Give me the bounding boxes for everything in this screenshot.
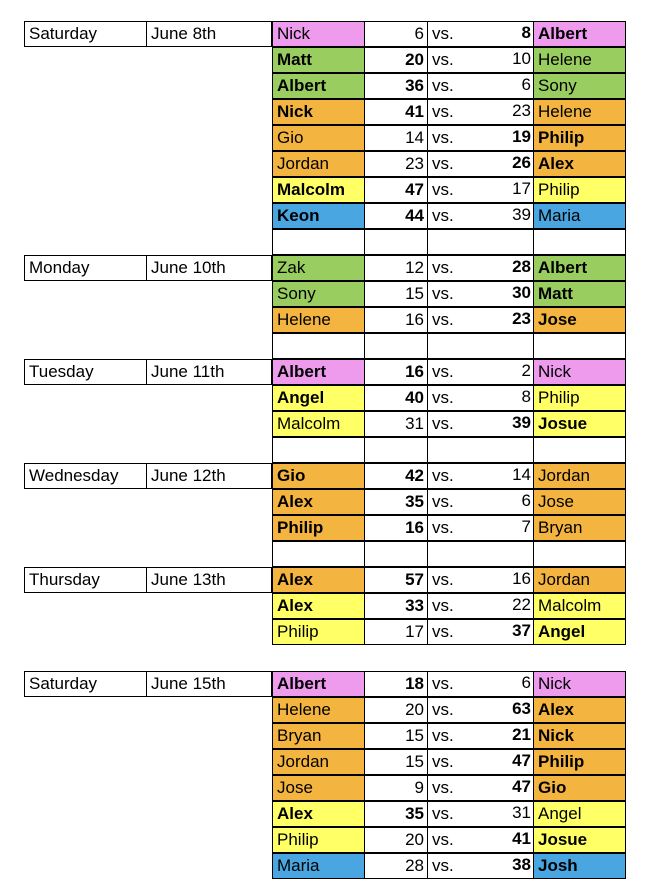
player-1-name: Nick xyxy=(272,99,365,125)
player-1-name: Angel xyxy=(272,385,365,411)
player-2-score: 10 xyxy=(512,49,531,68)
player-1-score: 47 xyxy=(364,177,428,203)
player-1-name: Philip xyxy=(272,515,365,541)
player-1-name: Gio xyxy=(272,463,365,489)
player-2-score: 39 xyxy=(512,205,531,224)
player-2-name: Angel xyxy=(533,619,626,645)
player-1-name: Nick xyxy=(272,21,365,47)
player-2-name: Nick xyxy=(533,723,626,749)
vs-label: vs. xyxy=(427,151,534,177)
vs-label: vs. xyxy=(427,671,534,697)
player-1-name: Matt xyxy=(272,47,365,73)
player-1-score: 15 xyxy=(364,281,428,307)
vs-label: vs. xyxy=(427,723,534,749)
player-1-score: 20 xyxy=(364,827,428,853)
blank-cell xyxy=(427,229,534,255)
vs-label: vs. xyxy=(427,593,534,619)
day-label: Saturday xyxy=(24,21,147,47)
player-2-score: 7 xyxy=(521,517,531,536)
player-2-name: Malcolm xyxy=(533,593,626,619)
player-2-score: 8 xyxy=(521,23,531,42)
player-1-name: Alex xyxy=(272,593,365,619)
vs-label: vs. xyxy=(427,307,534,333)
vs-label: vs. xyxy=(427,125,534,151)
player-1-score: 20 xyxy=(364,697,428,723)
player-2-score: 39 xyxy=(512,413,531,432)
player-2-name: Gio xyxy=(533,775,626,801)
player-1-name: Malcolm xyxy=(272,411,365,437)
player-2-score: 23 xyxy=(512,309,531,328)
player-1-score: 16 xyxy=(364,307,428,333)
player-2-name: Helene xyxy=(533,99,626,125)
player-1-score: 9 xyxy=(364,775,428,801)
player-2-score: 47 xyxy=(512,751,531,770)
player-2-name: Philip xyxy=(533,385,626,411)
vs-label: vs. xyxy=(427,463,534,489)
vs-label: vs. xyxy=(427,515,534,541)
player-2-name: Jordan xyxy=(533,567,626,593)
date-label: June 12th xyxy=(146,463,272,489)
player-2-score: 21 xyxy=(512,725,531,744)
player-1-score: 14 xyxy=(364,125,428,151)
player-2-name: Albert xyxy=(533,255,626,281)
player-1-score: 18 xyxy=(364,671,428,697)
player-1-score: 41 xyxy=(364,99,428,125)
player-2-score: 28 xyxy=(512,257,531,276)
player-2-name: Nick xyxy=(533,671,626,697)
date-label: June 8th xyxy=(146,21,272,47)
player-2-score: 6 xyxy=(521,673,531,692)
player-1-score: 35 xyxy=(364,489,428,515)
player-1-name: Alex xyxy=(272,801,365,827)
vs-label: vs. xyxy=(427,281,534,307)
day-label: Monday xyxy=(24,255,147,281)
player-2-name: Jordan xyxy=(533,463,626,489)
player-2-score: 8 xyxy=(521,387,531,406)
vs-label: vs. xyxy=(427,359,534,385)
vs-label: vs. xyxy=(427,73,534,99)
player-2-name: Bryan xyxy=(533,515,626,541)
player-1-score: 16 xyxy=(364,515,428,541)
player-1-score: 33 xyxy=(364,593,428,619)
player-2-name: Angel xyxy=(533,801,626,827)
date-label: June 13th xyxy=(146,567,272,593)
player-2-name: Jose xyxy=(533,307,626,333)
vs-label: vs. xyxy=(427,255,534,281)
date-label: June 10th xyxy=(146,255,272,281)
player-1-name: Maria xyxy=(272,853,365,879)
day-label: Wednesday xyxy=(24,463,147,489)
vs-label: vs. xyxy=(427,827,534,853)
player-1-score: 57 xyxy=(364,567,428,593)
player-1-score: 44 xyxy=(364,203,428,229)
vs-label: vs. xyxy=(427,489,534,515)
player-1-name: Sony xyxy=(272,281,365,307)
blank-cell xyxy=(533,333,626,359)
blank-cell xyxy=(533,437,626,463)
player-2-score: 23 xyxy=(512,101,531,120)
player-2-score: 6 xyxy=(521,491,531,510)
vs-label: vs. xyxy=(427,619,534,645)
player-2-name: Jose xyxy=(533,489,626,515)
vs-label: vs. xyxy=(427,385,534,411)
player-2-name: Josh xyxy=(533,853,626,879)
player-1-name: Albert xyxy=(272,73,365,99)
player-1-name: Philip xyxy=(272,619,365,645)
player-2-score: 31 xyxy=(512,803,531,822)
player-2-score: 30 xyxy=(512,283,531,302)
vs-label: vs. xyxy=(427,853,534,879)
vs-label: vs. xyxy=(427,21,534,47)
player-1-score: 15 xyxy=(364,723,428,749)
player-1-name: Helene xyxy=(272,697,365,723)
player-1-name: Keon xyxy=(272,203,365,229)
player-1-score: 16 xyxy=(364,359,428,385)
player-1-score: 36 xyxy=(364,73,428,99)
player-2-score: 38 xyxy=(512,855,531,874)
player-2-score: 37 xyxy=(512,621,531,640)
player-2-score: 63 xyxy=(512,699,531,718)
blank-cell xyxy=(533,541,626,567)
player-1-name: Alex xyxy=(272,489,365,515)
player-2-name: Maria xyxy=(533,203,626,229)
player-1-name: Gio xyxy=(272,125,365,151)
player-1-score: 35 xyxy=(364,801,428,827)
player-2-name: Helene xyxy=(533,47,626,73)
vs-label: vs. xyxy=(427,411,534,437)
day-label: Tuesday xyxy=(24,359,147,385)
player-1-name: Philip xyxy=(272,827,365,853)
player-2-score: 26 xyxy=(512,153,531,172)
player-1-name: Alex xyxy=(272,567,365,593)
player-1-name: Jordan xyxy=(272,749,365,775)
vs-label: vs. xyxy=(427,697,534,723)
blank-cell xyxy=(272,541,365,567)
blank-cell xyxy=(364,541,428,567)
blank-cell xyxy=(533,229,626,255)
player-1-name: Bryan xyxy=(272,723,365,749)
player-1-name: Albert xyxy=(272,359,365,385)
player-2-name: Alex xyxy=(533,151,626,177)
player-1-score: 40 xyxy=(364,385,428,411)
player-2-name: Josue xyxy=(533,827,626,853)
player-2-score: 6 xyxy=(521,75,531,94)
player-2-score: 19 xyxy=(512,127,531,146)
player-1-name: Helene xyxy=(272,307,365,333)
player-2-score: 47 xyxy=(512,777,531,796)
player-2-name: Matt xyxy=(533,281,626,307)
blank-cell xyxy=(427,333,534,359)
player-1-score: 17 xyxy=(364,619,428,645)
player-1-score: 42 xyxy=(364,463,428,489)
vs-label: vs. xyxy=(427,801,534,827)
day-label: Saturday xyxy=(24,671,147,697)
player-1-score: 6 xyxy=(364,21,428,47)
day-label: Thursday xyxy=(24,567,147,593)
player-2-score: 17 xyxy=(512,179,531,198)
player-2-name: Philip xyxy=(533,749,626,775)
player-1-score: 28 xyxy=(364,853,428,879)
player-2-name: Philip xyxy=(533,125,626,151)
player-2-name: Josue xyxy=(533,411,626,437)
blank-cell xyxy=(364,229,428,255)
player-2-score: 16 xyxy=(512,569,531,588)
vs-label: vs. xyxy=(427,47,534,73)
vs-label: vs. xyxy=(427,99,534,125)
player-1-score: 23 xyxy=(364,151,428,177)
player-1-name: Malcolm xyxy=(272,177,365,203)
player-1-name: Jose xyxy=(272,775,365,801)
blank-cell xyxy=(272,437,365,463)
player-2-name: Alex xyxy=(533,697,626,723)
player-2-score: 41 xyxy=(512,829,531,848)
player-2-name: Philip xyxy=(533,177,626,203)
player-1-score: 31 xyxy=(364,411,428,437)
blank-cell xyxy=(272,229,365,255)
vs-label: vs. xyxy=(427,203,534,229)
vs-label: vs. xyxy=(427,177,534,203)
player-1-name: Jordan xyxy=(272,151,365,177)
vs-label: vs. xyxy=(427,749,534,775)
player-1-score: 15 xyxy=(364,749,428,775)
blank-cell xyxy=(272,333,365,359)
player-1-name: Albert xyxy=(272,671,365,697)
vs-label: vs. xyxy=(427,775,534,801)
player-2-name: Nick xyxy=(533,359,626,385)
blank-cell xyxy=(427,437,534,463)
date-label: June 15th xyxy=(146,671,272,697)
player-1-name: Zak xyxy=(272,255,365,281)
player-1-score: 12 xyxy=(364,255,428,281)
date-label: June 11th xyxy=(146,359,272,385)
blank-cell xyxy=(364,333,428,359)
player-2-score: 2 xyxy=(521,361,531,380)
blank-cell xyxy=(364,437,428,463)
blank-cell xyxy=(427,541,534,567)
vs-label: vs. xyxy=(427,567,534,593)
player-2-score: 22 xyxy=(512,595,531,614)
player-2-name: Albert xyxy=(533,21,626,47)
player-2-name: Sony xyxy=(533,73,626,99)
player-1-score: 20 xyxy=(364,47,428,73)
player-2-score: 14 xyxy=(512,465,531,484)
